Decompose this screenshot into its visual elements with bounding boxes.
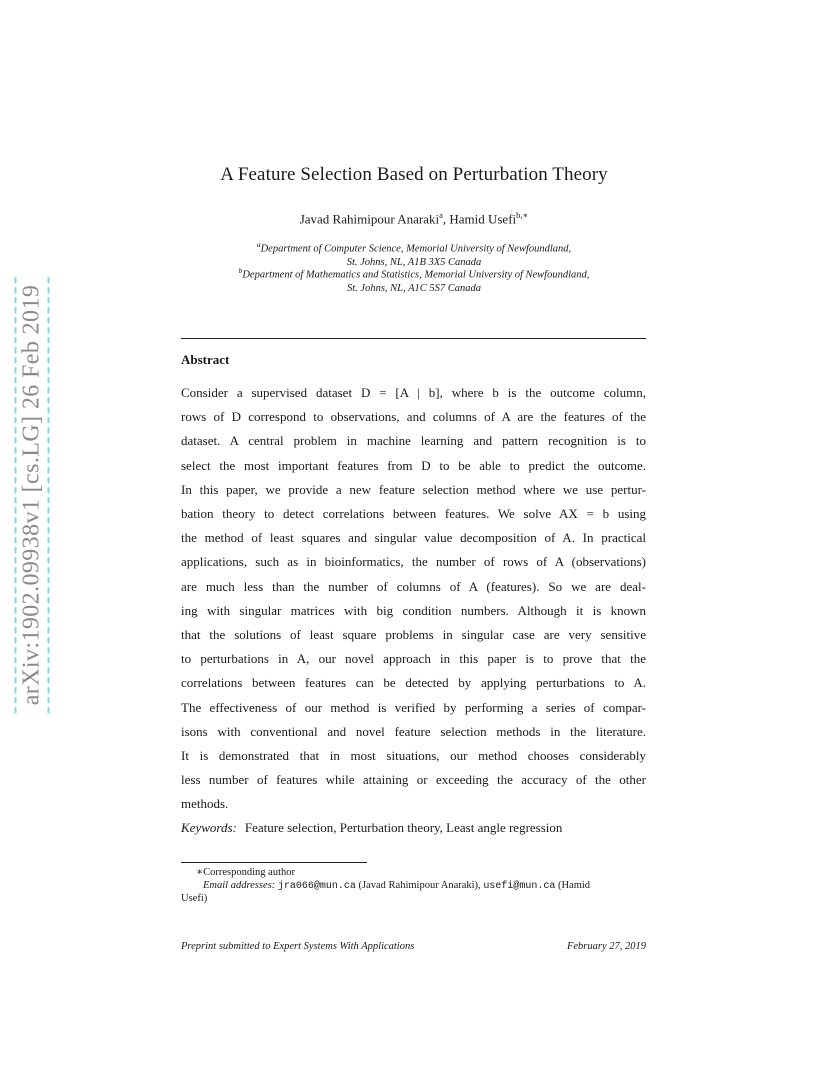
abstract-line: select the most important features from D to be able to predict the outcome.: [181, 458, 646, 473]
email-label: Email addresses:: [203, 880, 276, 891]
abstract-line: dataset. A central problem in machine learning and pattern recognition is to: [181, 433, 646, 448]
abstract-line: ing with singular matrices with big condition numbers. Although it is known: [181, 603, 646, 618]
author-list: [0, 210, 828, 227]
abstract-line: rows of D correspond to observations, and columns of A are the features of the: [181, 409, 646, 424]
affiliation-line: St. Johns, NL, A1B 3X5 Canada: [346, 256, 482, 268]
author-name: Hamid Usefi: [449, 211, 517, 227]
abstract-line: less number of features while attaining or exceeding the accuracy of the other: [181, 772, 646, 787]
abstract-line: The effectiveness of our method is verified by performing a series of compar-: [181, 700, 646, 715]
abstract-line: to perturbations in A, our novel approach in this paper is to prove that the: [181, 651, 646, 666]
footer-date: February 27, 2019: [566, 941, 646, 952]
affiliation-line: Department of Mathematics and Statistics, Memorial University of Newfoundland,: [242, 269, 590, 281]
keywords: [181, 820, 562, 836]
email-owner: (Javad Rahimipour Anaraki),: [355, 880, 484, 891]
abstract-line: correlations between features can be detected by applying perturbations to A.: [181, 675, 646, 690]
keywords-text: Feature selection, Perturbation theory, Least angle regression: [244, 820, 563, 835]
corresponding-author-note: ∗Corresponding author: [196, 867, 295, 878]
affiliation-b: [0, 264, 828, 295]
email-addresses-line: [203, 880, 590, 892]
abstract-line: isons with conventional and novel feature selection methods in the literature.: [181, 724, 646, 739]
email-link[interactable]: jra066@mun.ca: [277, 881, 356, 892]
email-owner: (Hamid: [555, 880, 591, 891]
affiliation-mark: b: [238, 266, 243, 275]
abstract-heading: Abstract: [181, 352, 230, 367]
affiliation-mark: a: [439, 210, 443, 220]
keywords-label: Keywords:: [181, 820, 237, 835]
affiliation-line: St. Johns, NL, A1C 5S7 Canada: [347, 282, 481, 294]
paper-title: A Feature Selection Based on Perturbation Theory: [220, 164, 608, 185]
affiliation-mark: a: [256, 240, 261, 249]
abstract-line: Consider a supervised dataset D = [A | b], where b is the outcome column,: [181, 385, 646, 400]
abstract-line: are much less than the number of columns of A (features). So we are deal-: [181, 579, 646, 594]
footer-preprint-note: Preprint submitted to Expert Systems With Applications: [181, 941, 415, 952]
abstract-line: applications, such as in bioinformatics, the number of rows of A (observations): [181, 554, 646, 569]
author-name: Javad Rahimipour Anaraki: [299, 211, 440, 227]
arxiv-identifier-stamp: arXiv:1902.09938v1 [cs.LG] 26 Feb 2019: [15, 277, 50, 713]
abstract-line: methods.: [181, 796, 229, 811]
abstract-line: bation theory to detect correlations between features. We solve AX = b using: [181, 506, 646, 521]
abstract-line: It is demonstrated that in most situations, our method chooses considerably: [181, 748, 646, 763]
abstract-line: In this paper, we provide a new feature selection method where we use pertur-: [181, 482, 646, 497]
author-separator: ,: [442, 211, 450, 227]
abstract-top-rule: [181, 338, 646, 339]
abstract-line: that the solutions of least square problems in singular case are very sensitive: [181, 627, 646, 642]
footnote-rule: [181, 862, 367, 863]
abstract-line: the method of least squares and singular value decomposition of A. In practical: [181, 530, 646, 545]
affiliation-line: Department of Computer Science, Memorial University of Newfoundland,: [260, 243, 572, 255]
affiliation-mark: b,∗: [516, 210, 529, 220]
email-link[interactable]: usefi@mun.ca: [483, 881, 556, 892]
email-owner-continued: Usefi): [181, 893, 208, 904]
